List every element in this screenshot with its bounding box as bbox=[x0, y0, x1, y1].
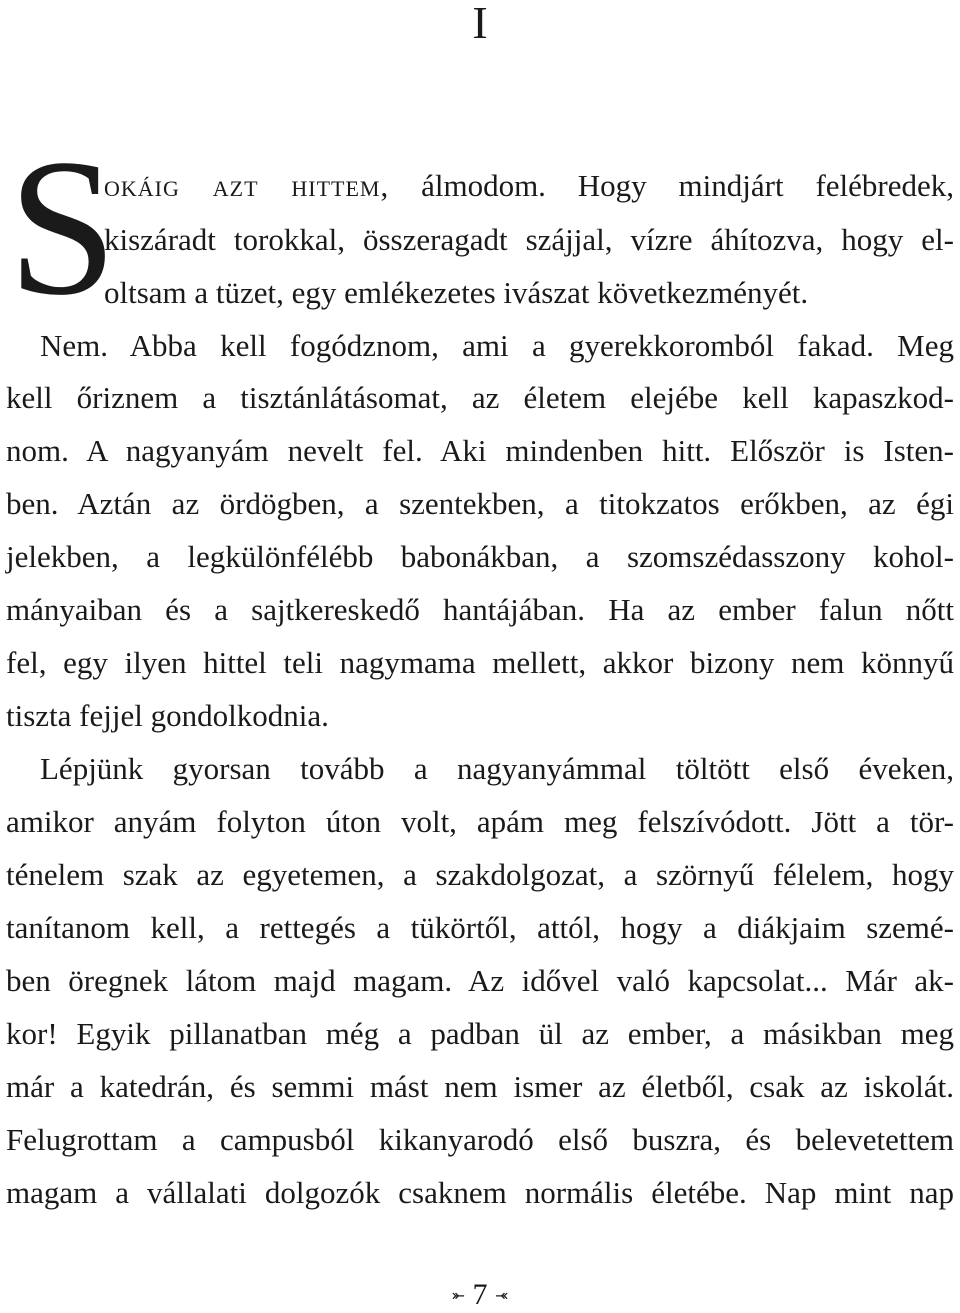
text-line: Nem. Abba kell fogódznom, ami a gyerekkoromból fakad. Meg bbox=[40, 328, 954, 363]
text-line: fel, egy ilyen hittel teli nagymama mellett, akkor bizony nem könnyű bbox=[6, 645, 954, 680]
text-line: amikor anyám folyton úton volt, apám meg felszívódott. Jött a tör- bbox=[6, 804, 954, 839]
text-line: már a katedrán, és semmi mást nem ismer az életből, csak az iskolát. bbox=[6, 1069, 954, 1104]
text-line: oltsam a tüzet, egy emlékezetes ivászat következményét. bbox=[104, 275, 809, 310]
text-line: kiszáradt torokkal, összeragadt szájjal, vízre áhítozva, hogy el- bbox=[104, 222, 954, 257]
text-line: ben öregnek látom majd magam. Az idővel való kapcsolat... Már ak- bbox=[6, 963, 954, 998]
drop-cap: S bbox=[8, 119, 118, 336]
text-line: Lépjünk gyorsan tovább a nagyanyámmal töltött első éveken, bbox=[40, 751, 954, 786]
ornament-right-icon: ⤛ bbox=[495, 1288, 509, 1306]
text-line: kor! Egyik pillanatban még a padban ül az ember, a másikban meg bbox=[6, 1016, 954, 1051]
text-line: nom. A nagyanyám nevelt fel. Aki mindenben hitt. Először is Isten- bbox=[6, 433, 954, 468]
text-line bbox=[104, 168, 954, 204]
text-line: tiszta fejjel gondolkodnia. bbox=[6, 698, 329, 733]
text-line-rest: álmodom. Hogy mindjárt felébredek, bbox=[389, 168, 954, 203]
text-line: ténelem szak az egyetemen, a szakdolgozat, a szörnyű félelem, hogy bbox=[6, 857, 954, 892]
small-caps-opening: okáig azt hittem, bbox=[104, 168, 390, 203]
page-number: 7 bbox=[472, 1278, 488, 1311]
text-line: mányaiban és a sajtkereskedő hantájában. Ha az ember falun nőtt bbox=[6, 592, 954, 627]
text-line: ben. Aztán az ördögben, a szentekben, a titokzatos erőkben, az égi bbox=[6, 486, 954, 521]
text-line: jelekben, a legkülönfélébb babonákban, a szomszédasszony kohol- bbox=[6, 539, 954, 574]
chapter-number: I bbox=[472, 0, 488, 48]
text-line: Felugrottam a campusból kikanyarodó első buszra, és belevetettem bbox=[6, 1122, 954, 1157]
text-line: tanítanom kell, a rettegés a tükörtől, attól, hogy a diákjaim szemé- bbox=[6, 910, 954, 945]
text-line: magam a vállalati dolgozók csaknem normális életébe. Nap mint nap bbox=[6, 1175, 954, 1210]
page-footer bbox=[0, 1280, 960, 1312]
text-line: kell őriznem a tisztánlátásomat, az életem elejébe kell kapaszkod- bbox=[6, 380, 954, 415]
ornament-left-icon: ⤜ bbox=[451, 1288, 465, 1306]
